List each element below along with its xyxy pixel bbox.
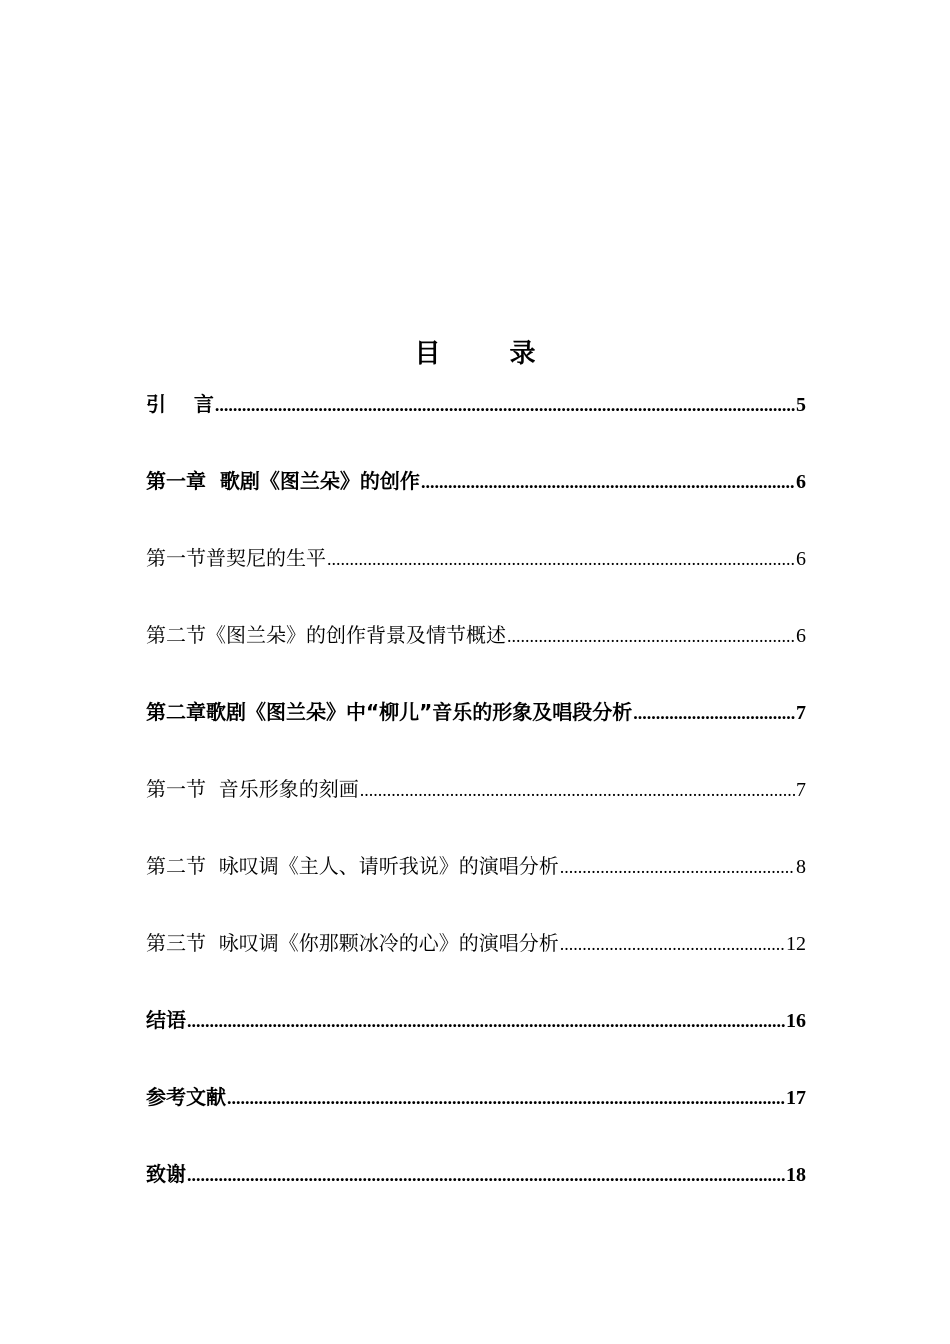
toc-entry-label: 致谢 [146,1162,186,1186]
toc-entry-chapter-1-section-1[interactable] [146,543,806,620]
toc-title: 目 录 [414,339,566,369]
toc-dot-leader [187,1160,785,1190]
toc-entry-chapter-1-section-2[interactable] [146,620,806,697]
toc-dot-leader [215,390,795,420]
toc-dot-leader [507,621,795,651]
toc-entry-introduction[interactable] [146,389,806,466]
toc-entry-label: 第一章 歌剧《图兰朵》的创作 [146,469,420,493]
toc-entry-label: 第二节《图兰朵》的创作背景及情节概述 [146,623,506,647]
toc-page-number: 6 [796,548,806,570]
toc-dot-leader [560,852,795,882]
toc-page-number: 6 [796,471,806,493]
toc-entry-label: 第一节 音乐形象的刻画 [146,777,359,801]
toc-entry-references[interactable] [146,1082,806,1159]
toc-page-number: 8 [796,856,806,878]
toc-dot-leader [421,467,795,497]
toc-entry-chapter-2-section-3[interactable] [146,928,806,1005]
toc-page-number: 17 [786,1087,806,1109]
toc-entry-chapter-2[interactable] [146,697,806,774]
toc-page-number: 7 [796,702,806,724]
toc-entry-label: 第一节普契尼的生平 [146,546,326,570]
toc-page-number: 7 [796,779,806,801]
toc-page-number: 12 [786,933,806,955]
toc-entry-label: 第三节 咏叹调《你那颗冰冷的心》的演唱分析 [146,931,559,955]
toc-entry-chapter-1[interactable] [146,466,806,543]
toc-page-number: 6 [796,625,806,647]
toc-page-number: 18 [786,1164,806,1186]
toc-entry-conclusion[interactable] [146,1005,806,1082]
toc-entry-chapter-2-section-1[interactable] [146,774,806,851]
toc-entry-label: 结语 [146,1008,186,1032]
toc-dot-leader [327,544,795,574]
toc-entry-acknowledgements[interactable] [146,1159,806,1236]
toc-entry-chapter-2-section-2[interactable] [146,851,806,928]
toc-dot-leader [360,775,795,805]
toc-dot-leader [560,929,785,959]
toc-dot-leader [187,1006,785,1036]
toc-entry-label: 参考文献 [146,1085,226,1109]
toc-dot-leader [227,1083,785,1113]
toc-dot-leader [633,698,795,728]
toc-entry-label: 第二节 咏叹调《主人、请听我说》的演唱分析 [146,854,559,878]
toc-page-number: 5 [796,394,806,416]
toc-list [146,389,806,1236]
toc-entry-label: 第二章歌剧《图兰朵》中“柳儿”音乐的形象及唱段分析 [146,700,633,724]
toc-entry-label: 引 言 [146,392,214,416]
toc-page-number: 16 [786,1010,806,1032]
